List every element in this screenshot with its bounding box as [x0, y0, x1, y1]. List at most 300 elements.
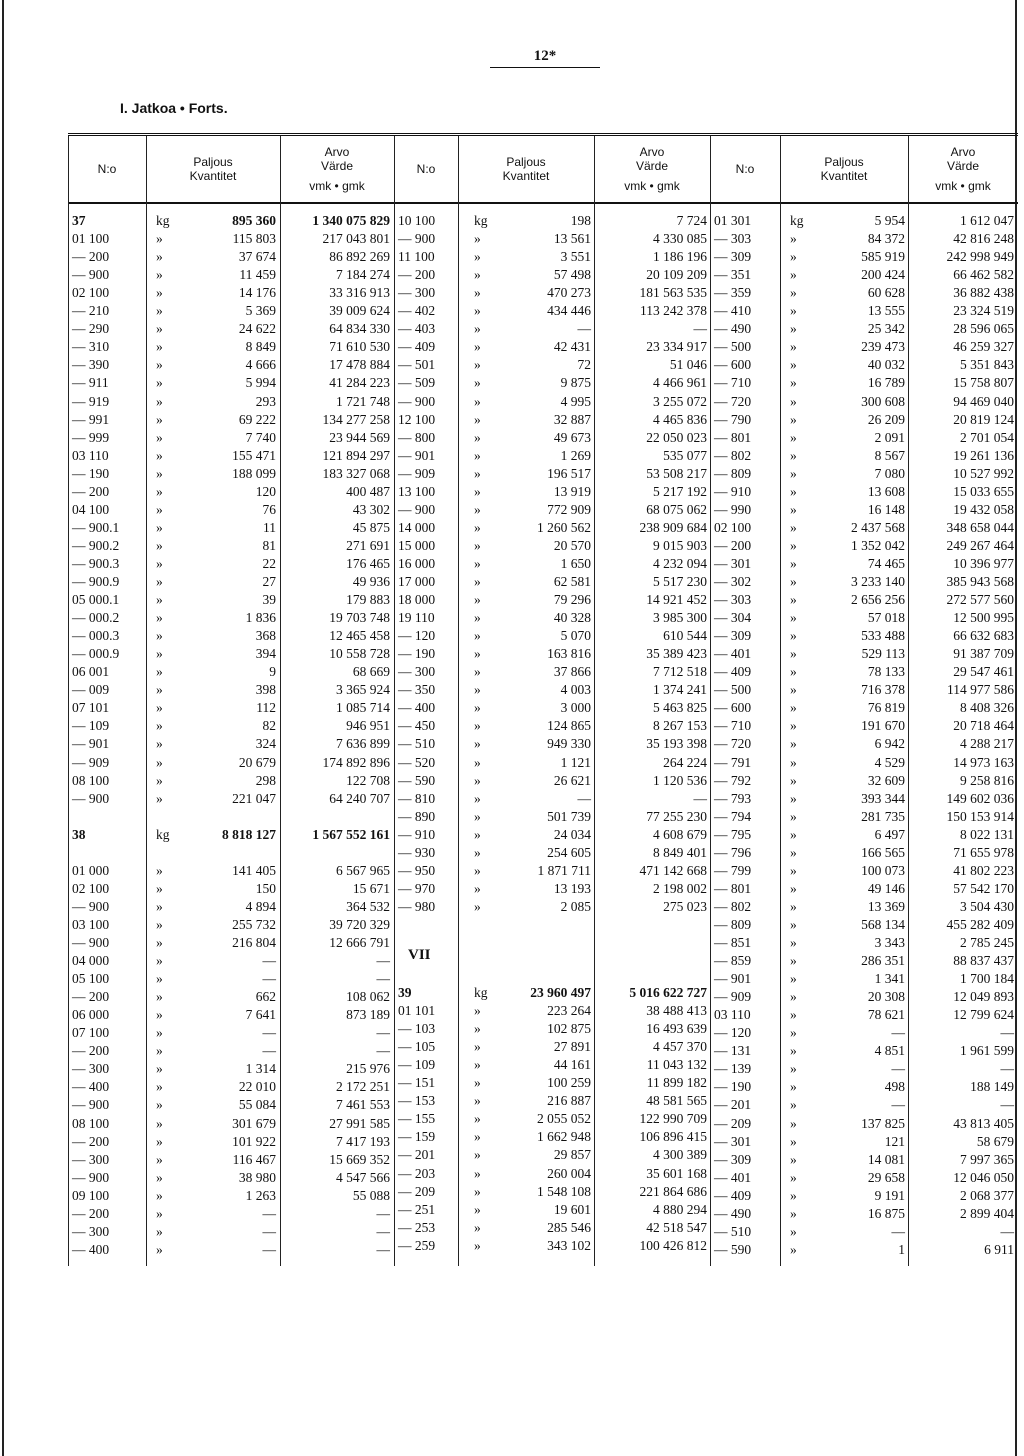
quantity-value: 4 529: [874, 754, 905, 770]
quantity-value: 4 995: [560, 393, 591, 409]
item-number: — 500: [714, 339, 752, 355]
unit-mark: »: [790, 1115, 797, 1131]
quantity-value: 394: [255, 646, 276, 662]
value-amount: —: [1000, 1097, 1014, 1113]
value-amount: 3 985 300: [653, 610, 707, 626]
item-number: — 900: [72, 1169, 110, 1185]
unit-mark: »: [474, 772, 481, 788]
unit-mark: »: [790, 1151, 797, 1167]
value-amount: 1 700 184: [960, 971, 1014, 987]
value-amount: 471 142 668: [639, 862, 707, 878]
quantity-value: 24 034: [553, 826, 591, 842]
value-amount: 181 563 535: [639, 285, 707, 301]
unit-mark: »: [790, 682, 797, 698]
item-number: — 200: [72, 249, 110, 265]
quantity-value: 5 954: [874, 213, 905, 228]
value-amount: 22 050 023: [646, 429, 707, 445]
quantity-value: 6 942: [874, 736, 905, 752]
quantity-value: —: [891, 1097, 905, 1113]
column-rule: [780, 136, 781, 1266]
quantity-value: 102 875: [547, 1021, 591, 1037]
unit-mark: »: [474, 808, 481, 824]
item-number: — 000.3: [72, 628, 120, 644]
unit-mark: »: [790, 826, 797, 842]
quantity-value: 949 330: [547, 736, 591, 752]
value-amount: 8 022 131: [960, 826, 1014, 842]
quantity-value: 76: [262, 501, 276, 517]
unit-mark: »: [790, 1241, 797, 1257]
header-quantity-3: Paljous Kvantitet: [820, 154, 868, 183]
quantity-value: 44 161: [553, 1057, 591, 1073]
item-number: — 490: [714, 1205, 752, 1221]
item-number: — 890: [398, 808, 436, 824]
quantity-value: 6 497: [874, 826, 905, 842]
item-number: — 600: [714, 357, 752, 373]
value-amount: 6 567 965: [336, 862, 390, 878]
item-number: — 950: [398, 862, 436, 878]
item-number: — 900: [398, 393, 436, 409]
unit-mark: »: [474, 1201, 481, 1217]
quantity-value: 285 546: [547, 1219, 591, 1235]
unit-mark: »: [790, 375, 797, 391]
item-number: — 810: [398, 790, 436, 806]
quantity-value: 137 825: [861, 1115, 905, 1131]
quantity-value: 1 548 108: [537, 1183, 591, 1199]
quantity-value: 281 735: [861, 808, 905, 824]
value-amount: 17 478 884: [329, 357, 390, 373]
value-amount: 8 267 153: [653, 718, 707, 734]
value-amount: 1 567 552 161: [312, 826, 390, 842]
unit-mark: »: [156, 718, 163, 734]
quantity-value: 5 994: [245, 375, 276, 391]
unit-mark: »: [790, 483, 797, 499]
unit-mark: »: [474, 321, 481, 337]
unit-mark: »: [156, 790, 163, 806]
item-number: — 009: [72, 682, 110, 698]
value-amount: 385 943 568: [946, 574, 1014, 589]
quantity-value: 3 551: [560, 249, 591, 265]
unit-mark: »: [474, 718, 481, 734]
column-rule: [594, 136, 595, 1266]
unit-mark: »: [156, 321, 163, 337]
value-amount: 19 261 136: [953, 447, 1014, 463]
unit-mark: »: [790, 1079, 797, 1095]
column-rule: [68, 136, 69, 1266]
quantity-value: 27: [262, 574, 276, 589]
item-number: — 901: [72, 736, 110, 752]
unit-mark: »: [474, 1003, 481, 1019]
unit-mark: »: [790, 1169, 797, 1185]
item-number: — 900.9: [72, 574, 120, 589]
value-amount: 12 500 995: [953, 610, 1014, 626]
item-number: — 795: [714, 826, 752, 842]
quantity-value: 7 641: [245, 1007, 276, 1023]
unit-mark: »: [790, 592, 797, 608]
quantity-value: 255 732: [232, 916, 276, 932]
quantity-value: 13 608: [867, 483, 905, 499]
quantity-value: —: [262, 1223, 276, 1239]
item-number: — 309: [714, 628, 752, 644]
item-number: 05 100: [72, 971, 110, 987]
unit-mark: »: [790, 808, 797, 824]
item-number: — 802: [714, 898, 752, 914]
quantity-value: 38 980: [238, 1169, 276, 1185]
value-amount: 2 172 251: [336, 1079, 390, 1095]
value-amount: 238 909 684: [639, 519, 707, 535]
quantity-value: 42 431: [553, 339, 591, 355]
quantity-value: 8 818 127: [222, 826, 276, 842]
value-amount: 33 316 913: [329, 285, 390, 301]
item-number: — 501: [398, 357, 436, 373]
value-amount: 42 518 547: [646, 1219, 707, 1235]
header-no-3: N:o: [735, 161, 755, 176]
item-number: — 509: [398, 375, 436, 391]
unit-mark: »: [156, 1205, 163, 1221]
item-number: 07 100: [72, 1025, 110, 1041]
item-number: — 200: [72, 1205, 110, 1221]
unit-mark: »: [790, 646, 797, 662]
value-amount: 28 596 065: [953, 321, 1014, 337]
table-heading: I. Jatkoa • Forts.: [120, 100, 228, 116]
item-number: 12 100: [398, 411, 436, 427]
quantity-value: 14 081: [867, 1151, 905, 1167]
item-number: — 800: [398, 429, 436, 445]
unit-mark: »: [474, 736, 481, 752]
value-amount: 400 487: [346, 483, 390, 499]
quantity-value: 37 674: [238, 249, 276, 265]
unit-mark: »: [474, 1165, 481, 1181]
unit-mark: »: [474, 862, 481, 878]
quantity-value: 13 369: [867, 898, 905, 914]
quantity-value: 1: [898, 1241, 905, 1257]
item-number: — 409: [714, 1187, 752, 1203]
quantity-value: 8 567: [874, 447, 905, 463]
value-amount: 179 883: [346, 592, 390, 608]
unit-mark: »: [156, 1223, 163, 1239]
unit-mark: »: [474, 483, 481, 499]
item-number: — 151: [398, 1075, 436, 1091]
item-number: — 120: [714, 1025, 752, 1041]
quantity-value: 1 662 948: [537, 1129, 591, 1145]
item-number: — 799: [714, 862, 752, 878]
item-number: — 910: [714, 483, 752, 499]
quantity-value: 62 581: [553, 574, 591, 589]
quantity-value: 529 113: [861, 646, 905, 662]
value-amount: 455 282 409: [946, 916, 1014, 932]
quantity-value: 434 446: [547, 303, 591, 319]
unit-mark: »: [474, 754, 481, 770]
quantity-value: 1 650: [560, 555, 591, 571]
item-number: — 190: [398, 646, 436, 662]
quantity-value: 26 621: [553, 772, 591, 788]
item-number: — 000.2: [72, 610, 120, 626]
item-number: — 710: [714, 375, 752, 391]
quantity-value: 116 467: [232, 1151, 276, 1167]
item-number: — 900.3: [72, 555, 120, 571]
unit-mark: »: [474, 501, 481, 517]
item-number: — 200: [398, 267, 436, 283]
unit-mark: »: [474, 519, 481, 535]
value-amount: —: [693, 790, 707, 806]
item-number: — 400: [72, 1241, 110, 1257]
unit-mark: »: [474, 447, 481, 463]
quantity-value: 200 424: [861, 267, 905, 283]
quantity-value: 300 608: [861, 393, 905, 409]
quantity-value: 57 018: [867, 610, 905, 626]
quantity-value: 1 352 042: [851, 537, 905, 553]
value-amount: 535 077: [663, 447, 707, 463]
value-amount: 10 527 992: [953, 465, 1014, 481]
value-amount: 41 284 223: [329, 375, 390, 391]
value-amount: 15 033 655: [953, 483, 1014, 499]
item-number: — 301: [714, 1133, 752, 1149]
value-amount: 4 457 370: [653, 1039, 707, 1055]
quantity-value: 100 073: [861, 862, 905, 878]
item-number: 13 100: [398, 483, 436, 499]
quantity-value: 69 222: [238, 411, 276, 427]
item-number: — 900: [72, 898, 110, 914]
item-number: — 901: [398, 447, 436, 463]
value-amount: 5 463 825: [653, 700, 707, 716]
unit-mark: »: [474, 393, 481, 409]
unit-mark: »: [790, 1061, 797, 1077]
value-amount: 35 601 168: [646, 1165, 707, 1181]
value-amount: 23 324 519: [953, 303, 1014, 319]
unit-mark: »: [790, 1043, 797, 1059]
value-amount: 57 542 170: [953, 880, 1014, 896]
item-number: — 900.2: [72, 537, 120, 553]
unit-mark: »: [790, 880, 797, 896]
value-amount: 8 849 401: [653, 844, 707, 860]
quantity-value: 40 032: [867, 357, 905, 373]
unit-mark: »: [790, 411, 797, 427]
unit-mark: »: [474, 357, 481, 373]
value-amount: 113 242 378: [640, 303, 707, 319]
item-number: — 720: [714, 736, 752, 752]
column-rule: [908, 136, 909, 1266]
value-amount: 88 837 437: [953, 953, 1014, 969]
item-number: — 859: [714, 953, 752, 969]
value-amount: 4 330 085: [653, 231, 707, 247]
quantity-value: 5 369: [245, 303, 276, 319]
quantity-value: 2 656 256: [851, 592, 905, 608]
value-amount: 71 655 978: [953, 844, 1014, 860]
item-number: — 801: [714, 880, 752, 896]
value-amount: 43 302: [352, 501, 390, 517]
value-amount: 242 998 949: [946, 249, 1014, 265]
unit-mark: »: [790, 953, 797, 969]
value-amount: 7 997 365: [960, 1151, 1014, 1167]
item-number: — 400: [398, 700, 436, 716]
quantity-value: 3 000: [560, 700, 591, 716]
quantity-value: 198: [570, 213, 591, 228]
unit-mark: »: [156, 303, 163, 319]
unit-mark: »: [156, 537, 163, 553]
item-number: — 791: [714, 754, 752, 770]
value-amount: 64 240 707: [329, 790, 390, 806]
value-amount: 114 977 586: [947, 682, 1014, 698]
item-number: — 450: [398, 718, 436, 734]
quantity-value: 29 658: [867, 1169, 905, 1185]
item-number: — 359: [714, 285, 752, 301]
item-number: — 490: [714, 321, 752, 337]
item-number: 39: [398, 985, 412, 1000]
quantity-value: 1 260 562: [537, 519, 591, 535]
item-number: — 790: [714, 411, 752, 427]
value-amount: 1 186 196: [653, 249, 707, 265]
quantity-value: 166 565: [861, 844, 905, 860]
quantity-value: 1 263: [245, 1187, 276, 1203]
value-amount: 6 911: [984, 1241, 1014, 1257]
quantity-value: 81: [262, 537, 276, 553]
item-number: — 792: [714, 772, 752, 788]
quantity-value: 324: [255, 736, 276, 752]
item-number: — 309: [714, 249, 752, 265]
quantity-value: 662: [255, 989, 276, 1005]
item-number: — 909: [714, 989, 752, 1005]
quantity-value: 196 517: [547, 465, 591, 481]
quantity-value: 216 804: [232, 935, 276, 950]
item-number: — 911: [72, 375, 109, 391]
quantity-value: 115 803: [232, 231, 276, 247]
value-amount: 36 882 438: [953, 285, 1014, 301]
value-amount: 7 461 553: [336, 1097, 390, 1113]
quantity-value: 221 047: [232, 790, 276, 806]
quantity-value: 13 561: [553, 231, 591, 247]
unit-mark: »: [790, 935, 797, 950]
value-amount: 20 718 464: [953, 718, 1014, 734]
quantity-value: 498: [884, 1079, 905, 1095]
unit-mark: »: [790, 465, 797, 481]
unit-mark: »: [474, 537, 481, 553]
unit-mark: »: [474, 1075, 481, 1091]
item-number: — 500: [714, 682, 752, 698]
quantity-value: 20 570: [553, 537, 591, 553]
unit-mark: »: [474, 303, 481, 319]
quantity-value: 216 887: [547, 1093, 591, 1109]
unit-mark: »: [156, 483, 163, 499]
unit-mark: »: [156, 736, 163, 752]
value-amount: 11 899 182: [646, 1075, 707, 1091]
value-amount: 7 184 274: [336, 267, 390, 283]
value-amount: 1 961 599: [960, 1043, 1014, 1059]
value-amount: —: [376, 1205, 390, 1221]
value-amount: 1 120 536: [653, 772, 707, 788]
unit-mark: »: [156, 1025, 163, 1041]
quantity-value: 16 148: [867, 501, 905, 517]
unit-mark: »: [156, 935, 163, 950]
quantity-value: 223 264: [547, 1003, 591, 1019]
unit-mark: »: [790, 844, 797, 860]
unit-mark: »: [156, 1115, 163, 1131]
value-amount: 35 193 398: [646, 736, 707, 752]
quantity-value: 3 343: [874, 935, 905, 950]
item-number: 02 100: [714, 519, 752, 535]
item-number: — 304: [714, 610, 752, 626]
quantity-value: 22 010: [238, 1079, 276, 1095]
item-number: — 909: [72, 754, 110, 770]
quantity-value: 150: [255, 880, 276, 896]
item-number: — 980: [398, 898, 436, 914]
header-value-3: Arvo Värde vmk • gmk: [935, 144, 991, 193]
item-number: — 900: [72, 790, 110, 806]
item-number: — 410: [714, 303, 752, 319]
value-amount: 68 669: [352, 664, 390, 680]
quantity-value: 27 891: [553, 1039, 591, 1055]
unit-mark: »: [474, 700, 481, 716]
unit-mark: »: [156, 555, 163, 571]
quantity-value: 120: [255, 483, 276, 499]
value-amount: 7 712 518: [653, 664, 707, 680]
value-amount: 15 758 807: [953, 375, 1014, 391]
item-number: — 970: [398, 880, 436, 896]
quantity-value: —: [262, 953, 276, 969]
unit-mark: »: [156, 1079, 163, 1095]
item-number: 01 100: [72, 231, 110, 247]
unit-mark: »: [474, 555, 481, 571]
item-number: — 919: [72, 393, 110, 409]
quantity-value: 568 134: [861, 916, 905, 932]
item-number: — 209: [398, 1183, 436, 1199]
item-number: 11 100: [398, 249, 435, 265]
unit-mark: »: [790, 700, 797, 716]
value-amount: 100 426 812: [639, 1237, 707, 1253]
unit-mark: »: [790, 790, 797, 806]
value-amount: 5 351 843: [960, 357, 1014, 373]
value-amount: 364 532: [346, 898, 390, 914]
quantity-value: 11 459: [239, 267, 276, 283]
unit-mark: »: [790, 916, 797, 932]
item-number: 09 100: [72, 1187, 110, 1203]
value-amount: 5 517 230: [653, 574, 707, 589]
unit-mark: »: [790, 339, 797, 355]
value-amount: 221 864 686: [639, 1183, 707, 1199]
item-number: — 520: [398, 754, 436, 770]
quantity-value: 772 909: [547, 501, 591, 517]
item-number: — 309: [714, 1151, 752, 1167]
quantity-value: 2 437 568: [851, 519, 905, 535]
item-number: — 796: [714, 844, 752, 860]
value-amount: 71 610 530: [329, 339, 390, 355]
item-number: 03 110: [714, 1007, 751, 1023]
item-number: — 351: [714, 267, 752, 283]
quantity-value: 74 465: [867, 555, 905, 571]
quantity-value: —: [262, 1025, 276, 1041]
value-amount: 9 015 903: [653, 537, 707, 553]
unit-mark: »: [156, 267, 163, 283]
value-amount: 1 612 047: [960, 213, 1014, 228]
item-number: — 999: [72, 429, 110, 445]
unit-mark: »: [156, 375, 163, 391]
quantity-value: 533 488: [861, 628, 905, 644]
value-amount: 19 432 058: [953, 501, 1014, 517]
quantity-value: 1 341: [874, 971, 905, 987]
unit-mark: »: [790, 501, 797, 517]
value-amount: 9 258 816: [960, 772, 1014, 788]
unit-mark: »: [474, 826, 481, 842]
unit-mark: kg: [474, 985, 488, 1000]
value-amount: 66 632 683: [953, 628, 1014, 644]
unit-mark: »: [790, 862, 797, 878]
quantity-value: 2 085: [560, 898, 591, 914]
quantity-value: 1 871 711: [537, 862, 591, 878]
quantity-value: 501 739: [547, 808, 591, 824]
value-amount: 7 636 899: [336, 736, 390, 752]
value-amount: 348 658 044: [946, 519, 1014, 535]
unit-mark: »: [474, 844, 481, 860]
value-amount: 4 880 294: [653, 1201, 707, 1217]
item-number: — 139: [714, 1061, 752, 1077]
